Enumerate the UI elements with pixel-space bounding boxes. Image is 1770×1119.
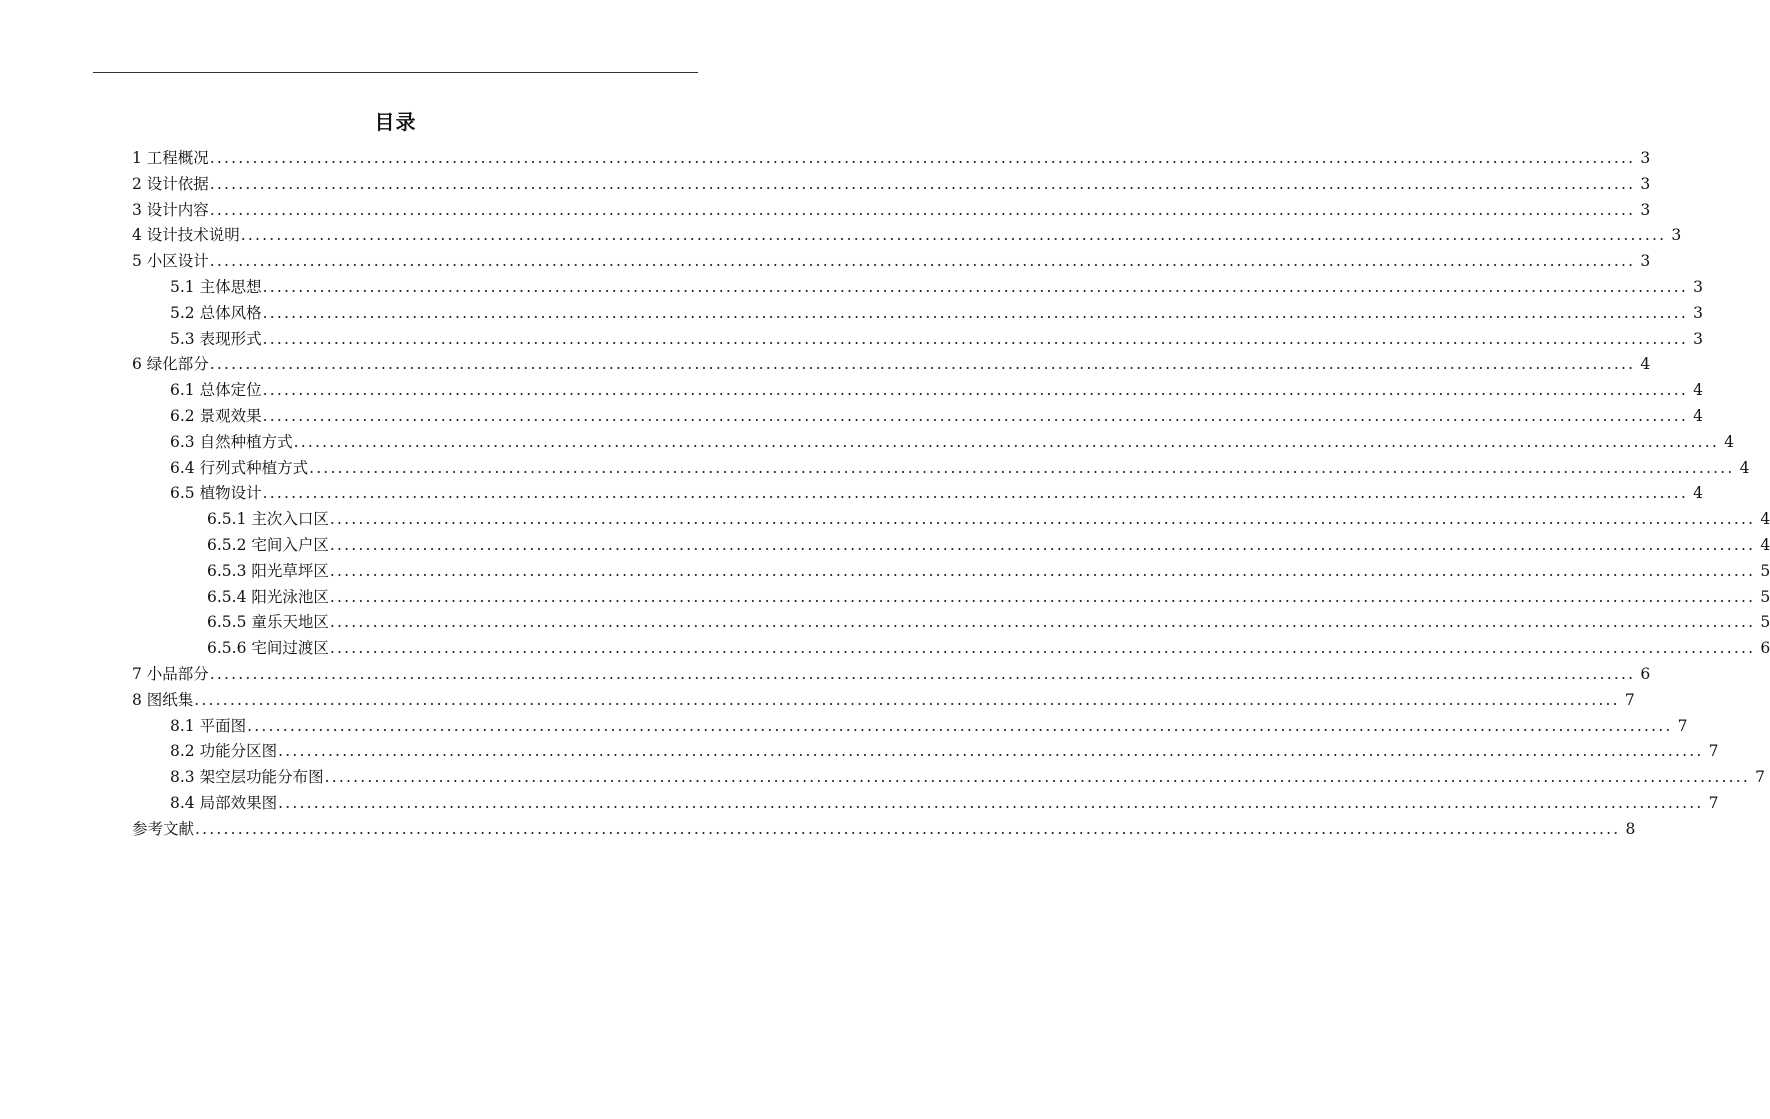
dot-leader: ........................................................................................................................................................................................................ <box>247 716 1673 735</box>
toc-entry[interactable] <box>132 816 1636 842</box>
toc-entry-title: 7 小品部分 <box>132 665 209 683</box>
toc-entry-page: 5 <box>1760 561 1770 580</box>
toc-entry[interactable] <box>132 222 1682 248</box>
toc-entry-page: 3 <box>1693 303 1703 322</box>
dot-leader: ........................................................................................................................................................................................................ <box>262 278 1688 296</box>
dot-leader: ........................................................................................................................................................................................................ <box>329 536 1756 554</box>
toc-entry-title: 5.2 总体风格 <box>170 303 262 322</box>
toc-entry[interactable] <box>132 687 1635 713</box>
dot-leader: ........................................................................................................................................................................................................ <box>329 561 1756 580</box>
toc-entry[interactable] <box>132 197 1651 223</box>
toc-entry-title: 6.5.2 宅间入户区 <box>207 536 329 554</box>
toc-entry-title: 6.3 自然种植方式 <box>170 432 293 451</box>
toc-entry-page: 7 <box>1755 768 1765 787</box>
dot-leader: ........................................................................................................................................................................................................ <box>278 794 1704 812</box>
toc-entry-page: 4 <box>1760 536 1770 554</box>
toc-entry-page: 4 <box>1724 432 1734 451</box>
toc-entry-page: 4 <box>1739 458 1750 477</box>
toc-entry[interactable] <box>170 274 1703 300</box>
toc-entry-page: 5 <box>1760 613 1770 632</box>
toc-entry-title: 6.5.3 阳光草坪区 <box>207 561 329 580</box>
toc-entry[interactable] <box>170 429 1734 455</box>
toc-entry[interactable] <box>132 248 1651 274</box>
dot-leader: ........................................................................................................................................................................................................ <box>329 639 1756 658</box>
toc-entry-page: 3 <box>1671 226 1682 245</box>
dot-leader: ........................................................................................................................................................................................................ <box>209 174 1636 193</box>
toc-entry-page: 4 <box>1693 381 1703 400</box>
toc-entry-title: 6.5 植物设计 <box>170 484 262 503</box>
toc-entry-page: 3 <box>1693 329 1703 348</box>
toc-entry-page: 3 <box>1640 200 1651 219</box>
toc-entry[interactable] <box>170 326 1703 352</box>
dot-leader: ........................................................................................................................................................................................................ <box>262 407 1688 425</box>
toc-entry-page: 7 <box>1708 742 1719 761</box>
dot-leader: ........................................................................................................................................................................................................ <box>293 432 1719 451</box>
dot-leader: ........................................................................................................................................................................................................ <box>262 329 1688 348</box>
dot-leader: ........................................................................................................................................................................................................ <box>209 252 1636 271</box>
toc-entry-title: 6.4 行列式种植方式 <box>170 458 309 477</box>
toc-entry[interactable] <box>170 455 1750 481</box>
toc-entry-page: 3 <box>1640 149 1651 167</box>
toc-entry-page: 3 <box>1640 252 1651 271</box>
dot-leader: ........................................................................................................................................................................................................ <box>195 819 1621 838</box>
toc-entry-title: 6 绿化部分 <box>132 355 209 374</box>
toc-entry[interactable] <box>170 713 1688 739</box>
toc-entry-title: 5.1 主体思想 <box>170 278 262 296</box>
toc-entry-title: 8 图纸集 <box>132 690 194 709</box>
toc-entry-page: 7 <box>1708 794 1719 812</box>
dot-leader: ........................................................................................................................................................................................................ <box>278 742 1704 761</box>
toc-entry[interactable] <box>132 171 1651 197</box>
toc-entry-title: 6.2 景观效果 <box>170 407 262 425</box>
dot-leader: ........................................................................................................................................................................................................ <box>262 484 1688 503</box>
toc-entry-page: 4 <box>1760 510 1770 529</box>
toc-entry[interactable] <box>207 609 1770 635</box>
toc-entry[interactable] <box>132 145 1651 171</box>
dot-leader: ........................................................................................................................................................................................................ <box>209 200 1636 219</box>
toc-entry-title: 1 工程概况 <box>132 149 209 167</box>
toc-entry-title: 6.1 总体定位 <box>170 381 262 400</box>
toc-entry-title: 4 设计技术说明 <box>132 226 240 245</box>
toc-entry[interactable] <box>132 351 1651 377</box>
toc-entry[interactable] <box>170 377 1703 403</box>
toc-entry[interactable] <box>170 480 1703 506</box>
toc-entry-page: 5 <box>1760 587 1770 606</box>
dot-leader: ........................................................................................................................................................................................................ <box>309 458 1735 477</box>
toc-entry-page: 7 <box>1624 690 1635 709</box>
toc-entry-page: 8 <box>1625 819 1636 838</box>
toc-entry[interactable] <box>207 532 1770 558</box>
toc-entry-page: 4 <box>1640 355 1651 374</box>
toc-entry-page: 4 <box>1693 484 1703 503</box>
toc-entry-page: 6 <box>1640 665 1651 683</box>
toc-entry[interactable] <box>170 738 1719 764</box>
toc-entry[interactable] <box>132 661 1651 687</box>
toc-entry-title: 参考文献 <box>132 819 195 838</box>
toc-entry-page: 7 <box>1677 716 1688 735</box>
toc-entry-title: 8.4 局部效果图 <box>170 794 278 812</box>
toc-entry-title: 8.2 功能分区图 <box>170 742 278 761</box>
toc-entry-title: 2 设计依据 <box>132 174 209 193</box>
toc-entry[interactable] <box>207 635 1770 661</box>
dot-leader: ........................................................................................................................................................................................................ <box>209 665 1636 683</box>
toc-entry[interactable] <box>207 506 1770 532</box>
dot-leader: ........................................................................................................................................................................................................ <box>329 510 1756 529</box>
dot-leader: ........................................................................................................................................................................................................ <box>262 303 1688 322</box>
toc-entry[interactable] <box>170 403 1703 429</box>
dot-leader: ........................................................................................................................................................................................................ <box>194 690 1620 709</box>
toc-entry-page: 3 <box>1693 278 1703 296</box>
toc-entry-title: 8.3 架空层功能分布图 <box>170 768 324 787</box>
toc-title: 目录 <box>374 110 417 134</box>
toc-entry-title: 8.1 平面图 <box>170 716 247 735</box>
toc-entry-title: 5.3 表现形式 <box>170 329 262 348</box>
toc-entry-title: 6.5.1 主次入口区 <box>207 510 329 529</box>
dot-leader: ........................................................................................................................................................................................................ <box>209 355 1636 374</box>
dot-leader: ........................................................................................................................................................................................................ <box>329 613 1756 632</box>
header-rule <box>93 72 698 73</box>
toc-entry-title: 6.5.6 宅间过渡区 <box>207 639 329 658</box>
toc-entry-page: 3 <box>1640 174 1651 193</box>
dot-leader: ........................................................................................................................................................................................................ <box>262 381 1688 400</box>
toc-entry-title: 5 小区设计 <box>132 252 209 271</box>
toc-entry-title: 6.5.4 阳光泳池区 <box>207 587 329 606</box>
toc-entry[interactable] <box>207 584 1770 610</box>
dot-leader: ........................................................................................................................................................................................................ <box>240 226 1667 245</box>
toc-entry-title: 6.5.5 童乐天地区 <box>207 613 329 632</box>
toc-entry[interactable] <box>170 300 1703 326</box>
toc-entry[interactable] <box>170 764 1765 790</box>
dot-leader: ........................................................................................................................................................................................................ <box>329 587 1756 606</box>
dot-leader: ........................................................................................................................................................................................................ <box>324 768 1750 787</box>
toc-entry[interactable] <box>170 790 1719 816</box>
toc-entry-title: 3 设计内容 <box>132 200 209 219</box>
dot-leader: ........................................................................................................................................................................................................ <box>209 149 1636 167</box>
toc-entry-page: 6 <box>1760 639 1770 658</box>
toc-entry[interactable] <box>207 558 1770 584</box>
toc-entry-page: 4 <box>1693 407 1703 425</box>
